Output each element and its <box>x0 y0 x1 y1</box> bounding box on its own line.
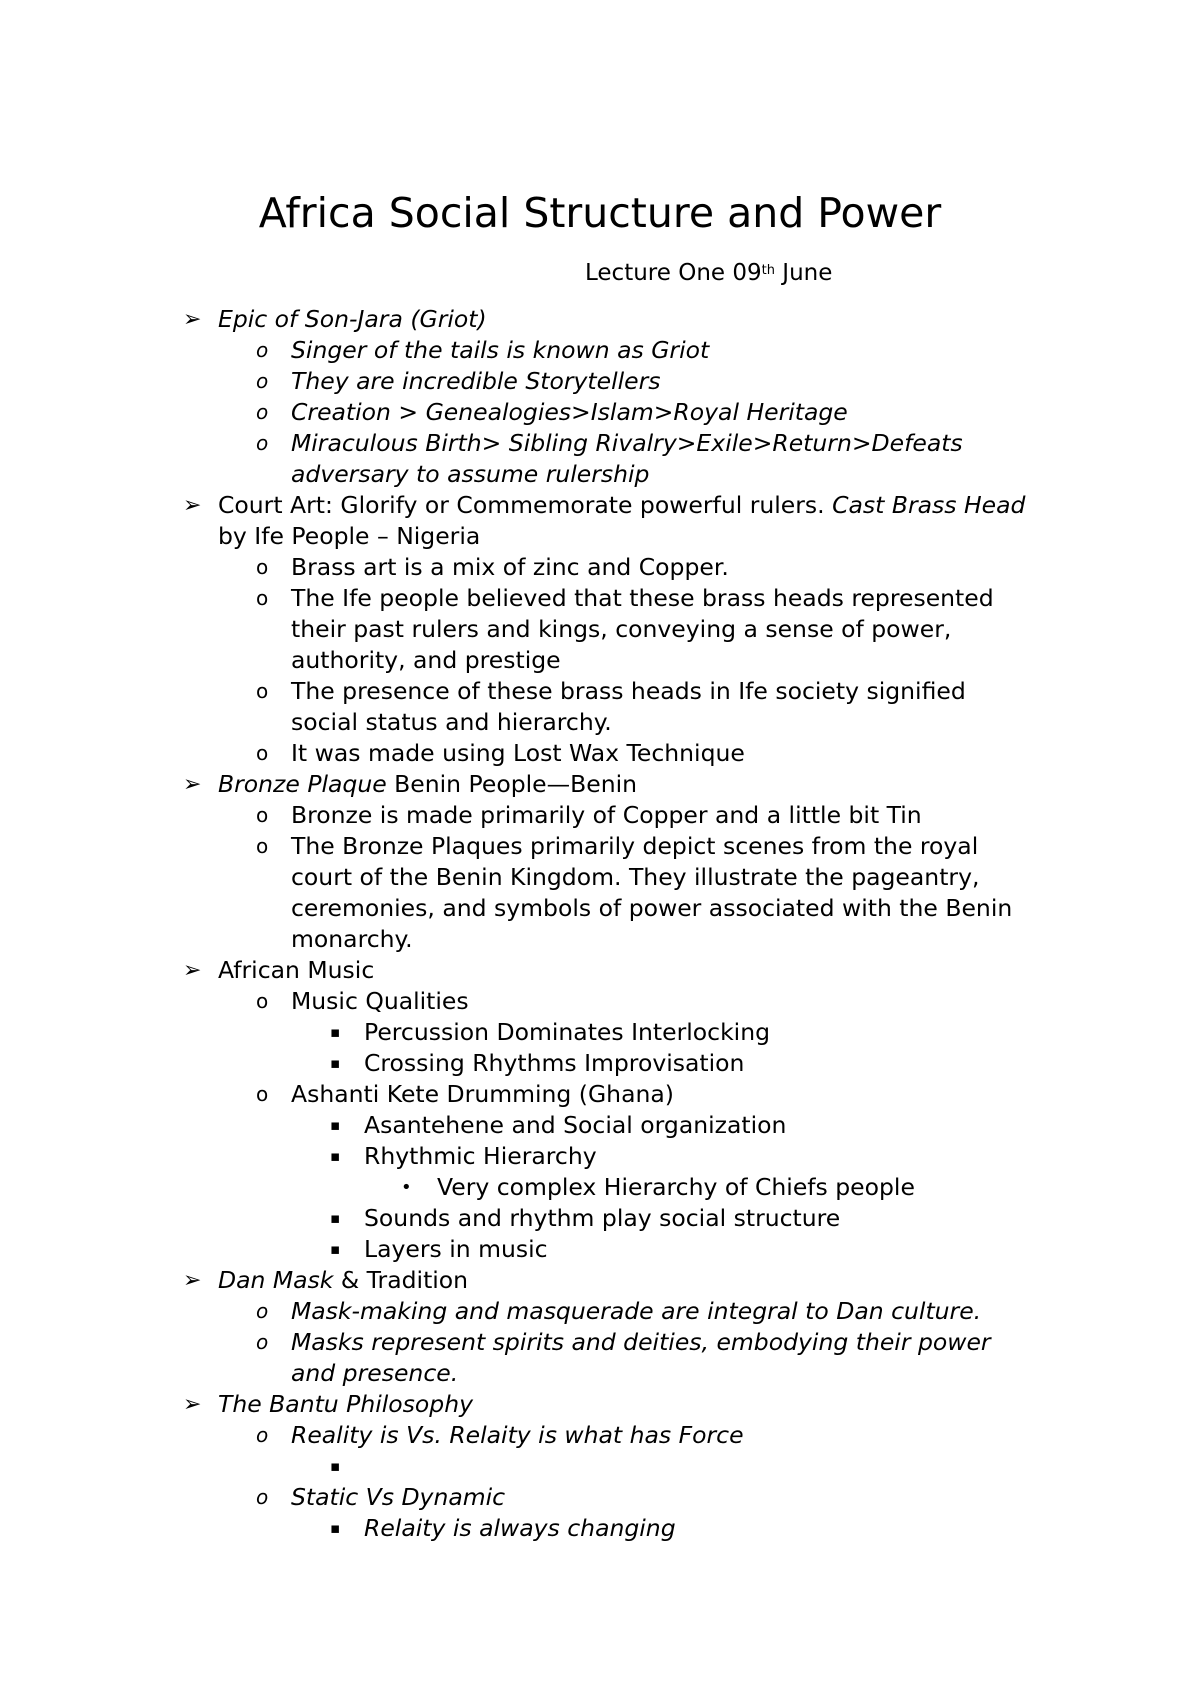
list-item-text: Sounds and rhythm play social structure <box>364 1204 841 1232</box>
square-bullet-icon: ▪ <box>330 1023 341 1041</box>
circle-bullet-icon: o <box>256 1082 269 1106</box>
list-item-text: Crossing Rhythms Improvisation <box>364 1049 745 1077</box>
list-item-text: Asantehene and Social organization <box>364 1111 787 1139</box>
list-item-text: Mask-making and masquerade are integral to Dan culture. <box>291 1297 982 1325</box>
list-item-text: Music Qualities <box>291 987 469 1015</box>
list-item <box>0 1451 1200 1482</box>
list-item <box>0 397 1200 428</box>
list-item-text: Rhythmic Hierarchy <box>364 1142 597 1170</box>
list-item-text: Bronze is made primarily of Copper and a little bit Tin <box>291 801 922 829</box>
subtitle-superscript: th <box>761 263 775 278</box>
list-item <box>0 1296 1200 1327</box>
list-item-continuation <box>0 459 1200 490</box>
list-item-text: The Bronze Plaques primarily depict scenes from the royal <box>291 832 979 860</box>
list-item-text: It was made using Lost Wax Technique <box>291 739 745 767</box>
subtitle-text: Lecture One 09 <box>585 260 762 286</box>
heading-part-italic: Dan Mask <box>218 1266 334 1294</box>
list-item <box>0 1079 1200 1110</box>
list-item <box>0 1172 1200 1203</box>
square-bullet-icon: ▪ <box>330 1147 341 1165</box>
list-item-text: They are incredible Storytellers <box>291 367 661 395</box>
list-item-continuation <box>0 707 1200 738</box>
list-item-continuation <box>0 862 1200 893</box>
circle-bullet-icon: o <box>256 586 269 610</box>
list-item <box>0 1265 1200 1296</box>
lecture-subtitle <box>585 258 832 288</box>
list-item <box>0 1017 1200 1048</box>
circle-bullet-icon: o <box>256 803 269 827</box>
circle-bullet-icon: o <box>256 834 269 858</box>
list-item-text: adversary to assume rulership <box>291 460 650 488</box>
list-item-continuation <box>0 645 1200 676</box>
list-item-text: Creation > Genealogies>Islam>Royal Heritage <box>291 398 848 426</box>
circle-bullet-icon: o <box>256 338 269 362</box>
heading-part-italic: Bronze Plaque <box>218 770 387 798</box>
circle-bullet-icon: o <box>256 1423 269 1447</box>
arrow-bullet-icon: ➢ <box>183 493 202 518</box>
list-item-text: ceremonies, and symbols of power associated with the Benin <box>291 894 1013 922</box>
list-item-text: authority, and prestige <box>291 646 561 674</box>
list-item-text: and presence. <box>291 1359 459 1387</box>
list-item <box>0 366 1200 397</box>
list-item <box>0 1327 1200 1358</box>
arrow-bullet-icon: ➢ <box>183 958 202 983</box>
list-item-text: Percussion Dominates Interlocking <box>364 1018 771 1046</box>
list-item <box>0 1389 1200 1420</box>
square-bullet-icon: ▪ <box>330 1054 341 1072</box>
section-heading-music: African Music <box>218 956 375 984</box>
list-item <box>0 583 1200 614</box>
list-item-text: social status and hierarchy. <box>291 708 612 736</box>
section-heading-bantu: The Bantu Philosophy <box>218 1390 474 1418</box>
circle-bullet-icon: o <box>256 989 269 1013</box>
list-item <box>0 1234 1200 1265</box>
list-item-text: by Ife People – Nigeria <box>218 522 481 550</box>
list-item-text: Masks represent spirits and deities, embodying their power <box>291 1328 991 1356</box>
notes-list <box>0 304 1200 1544</box>
list-item-text: Ashanti Kete Drumming (Ghana) <box>291 1080 674 1108</box>
list-item <box>0 552 1200 583</box>
section-heading-epic: Epic of Son-Jara (Griot) <box>218 305 487 333</box>
list-item-text: The presence of these brass heads in Ife society signified <box>291 677 966 705</box>
circle-bullet-icon: o <box>256 1299 269 1323</box>
list-item <box>0 304 1200 335</box>
dot-bullet-icon: • <box>401 1177 412 1198</box>
heading-part-italic: Cast Brass Head <box>832 491 1026 519</box>
list-item-text: The Ife people believed that these brass heads represented <box>291 584 994 612</box>
page-title: Africa Social Structure and Power <box>258 189 942 237</box>
circle-bullet-icon: o <box>256 741 269 765</box>
list-item-text: Relaity is always changing <box>364 1514 676 1542</box>
heading-part: Benin People—Benin <box>386 770 638 798</box>
arrow-bullet-icon: ➢ <box>183 772 202 797</box>
list-item-text: Miraculous Birth> Sibling Rivalry>Exile>Return>Defeats <box>291 429 963 457</box>
list-item-continuation <box>0 924 1200 955</box>
list-item <box>0 831 1200 862</box>
list-item-text: Singer of the tails is known as Griot <box>291 336 710 364</box>
subtitle-end: June <box>774 260 833 286</box>
list-item-continuation <box>0 614 1200 645</box>
list-item-text: their past rulers and kings, conveying a sense of power, <box>291 615 952 643</box>
circle-bullet-icon: o <box>256 555 269 579</box>
square-bullet-icon: ▪ <box>330 1116 341 1134</box>
list-item <box>0 1141 1200 1172</box>
list-item-text: Static Vs Dynamic <box>291 1483 506 1511</box>
square-bullet-icon: ▪ <box>330 1240 341 1258</box>
circle-bullet-icon: o <box>256 1485 269 1509</box>
list-item-text: Brass art is a mix of zinc and Copper. <box>291 553 729 581</box>
list-item <box>0 428 1200 459</box>
list-item <box>0 1513 1200 1544</box>
circle-bullet-icon: o <box>256 1330 269 1354</box>
list-item <box>0 1420 1200 1451</box>
list-item-continuation <box>0 893 1200 924</box>
heading-part: Court Art: Glorify or Commemorate powerful rulers. <box>218 491 833 519</box>
list-item <box>0 1203 1200 1234</box>
list-item <box>0 738 1200 769</box>
list-item <box>0 800 1200 831</box>
list-item <box>0 490 1200 521</box>
list-item <box>0 986 1200 1017</box>
arrow-bullet-icon: ➢ <box>183 307 202 332</box>
circle-bullet-icon: o <box>256 400 269 424</box>
list-item-text: Reality is Vs. Relaity is what has Force <box>291 1421 744 1449</box>
square-bullet-icon: ▪ <box>330 1457 341 1475</box>
arrow-bullet-icon: ➢ <box>183 1392 202 1417</box>
square-bullet-icon: ▪ <box>330 1209 341 1227</box>
list-item <box>0 1110 1200 1141</box>
section-heading-court <box>218 490 1025 521</box>
list-item <box>0 1482 1200 1513</box>
section-heading-bronze <box>218 769 637 800</box>
list-item-text: Very complex Hierarchy of Chiefs people <box>437 1173 915 1201</box>
list-item <box>0 769 1200 800</box>
list-item <box>0 335 1200 366</box>
arrow-bullet-icon: ➢ <box>183 1268 202 1293</box>
circle-bullet-icon: o <box>256 431 269 455</box>
list-item-text: monarchy. <box>291 925 413 953</box>
heading-part: & Tradition <box>333 1266 469 1294</box>
list-item <box>0 955 1200 986</box>
list-item-continuation <box>0 521 1200 552</box>
circle-bullet-icon: o <box>256 679 269 703</box>
list-item <box>0 676 1200 707</box>
list-item <box>0 1048 1200 1079</box>
square-bullet-icon: ▪ <box>330 1519 341 1537</box>
section-heading-dan <box>218 1265 468 1296</box>
circle-bullet-icon: o <box>256 369 269 393</box>
list-item-text: court of the Benin Kingdom. They illustrate the pageantry, <box>291 863 980 891</box>
list-item-text: Layers in music <box>364 1235 548 1263</box>
list-item-continuation <box>0 1358 1200 1389</box>
